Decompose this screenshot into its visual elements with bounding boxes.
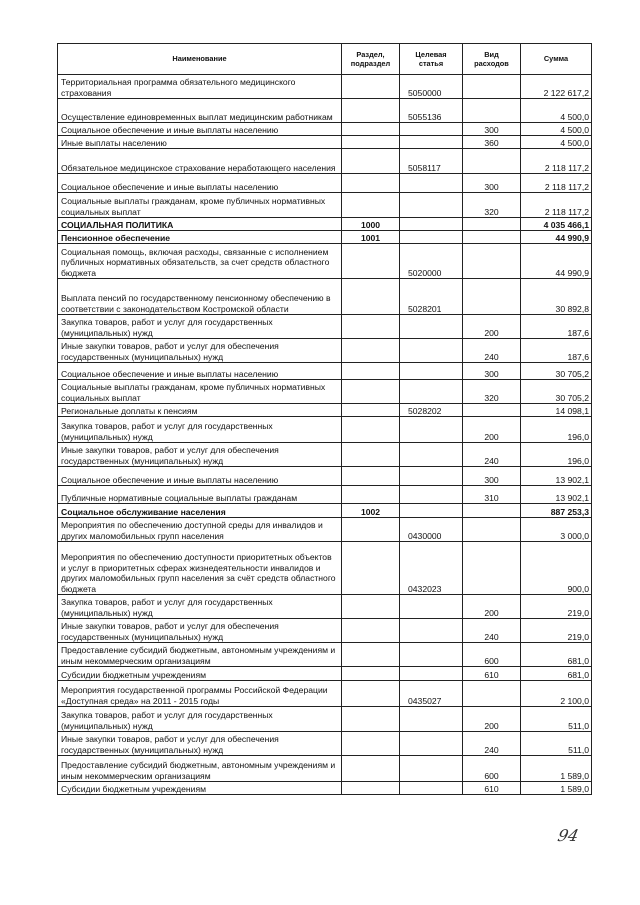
row-name-cell: Закупка товаров, работ и услуг для государственных (муниципальных) нужд: [58, 315, 342, 339]
row-section-cell: [342, 417, 400, 443]
row-sum-cell: 14 098,1: [521, 404, 592, 417]
row-section-cell: [342, 667, 400, 681]
row-target-cell: [400, 667, 463, 681]
row-section-cell: [342, 404, 400, 417]
row-type-cell: 610: [463, 782, 521, 795]
budget-table: [57, 43, 592, 795]
table-row: [58, 99, 592, 123]
row-target-cell: [400, 486, 463, 504]
row-sum-cell: 44 990,9: [521, 231, 592, 244]
row-sum-cell: 3 000,0: [521, 518, 592, 542]
row-section-cell: [342, 486, 400, 504]
row-sum-cell: 30 892,8: [521, 279, 592, 315]
row-name-cell: Социальное обеспечение и иные выплаты населению: [58, 174, 342, 193]
row-target-cell: [400, 417, 463, 443]
row-type-cell: 300: [463, 123, 521, 136]
table-row: [58, 363, 592, 380]
row-type-cell: 200: [463, 315, 521, 339]
row-type-cell: 320: [463, 380, 521, 404]
table-row: [58, 231, 592, 244]
row-section-cell: [342, 193, 400, 218]
row-target-cell: 5055136: [400, 99, 463, 123]
table-row: [58, 174, 592, 193]
row-target-cell: 0432023: [400, 542, 463, 595]
row-type-cell: 310: [463, 486, 521, 504]
row-type-cell: 600: [463, 756, 521, 782]
row-name-cell: Социальные выплаты гражданам, кроме публичных нормативных социальных выплат: [58, 193, 342, 218]
row-section-cell: [342, 136, 400, 149]
table-row: [58, 380, 592, 404]
row-section-cell: [342, 756, 400, 782]
row-section-cell: 1001: [342, 231, 400, 244]
row-name-cell: Иные закупки товаров, работ и услуг для обеспечения государственных (муниципальных) нужд: [58, 619, 342, 643]
table-row: [58, 667, 592, 681]
row-target-cell: 0430000: [400, 518, 463, 542]
table-row: [58, 595, 592, 619]
table-row: [58, 467, 592, 486]
row-name-cell: Обязательное медицинское страхование неработающего населения: [58, 149, 342, 174]
row-section-cell: [342, 782, 400, 795]
row-section-cell: [342, 149, 400, 174]
row-sum-cell: 4 035 466,1: [521, 218, 592, 231]
row-sum-cell: 13 902,1: [521, 486, 592, 504]
row-target-cell: 5028201: [400, 279, 463, 315]
table-body: [58, 75, 592, 795]
row-section-cell: [342, 380, 400, 404]
row-type-cell: 300: [463, 174, 521, 193]
row-target-cell: [400, 782, 463, 795]
table-row: [58, 518, 592, 542]
row-target-cell: [400, 123, 463, 136]
row-type-cell: [463, 681, 521, 707]
row-section-cell: [342, 619, 400, 643]
row-type-cell: 360: [463, 136, 521, 149]
row-name-cell: Социальное обеспечение и иные выплаты населению: [58, 123, 342, 136]
row-type-cell: [463, 218, 521, 231]
row-name-cell: Предоставление субсидий бюджетным, автономным учреждениям и иным некоммерческим организациям: [58, 756, 342, 782]
row-sum-cell: 2 122 617,2: [521, 75, 592, 99]
row-target-cell: [400, 707, 463, 732]
row-name-cell: Предоставление субсидий бюджетным, автономным учреждениям и иным некоммерческим организациям: [58, 643, 342, 667]
row-section-cell: [342, 518, 400, 542]
table-row: [58, 619, 592, 643]
row-target-cell: [400, 619, 463, 643]
table-row: [58, 542, 592, 595]
row-name-cell: Субсидии бюджетным учреждениям: [58, 782, 342, 795]
row-type-cell: 320: [463, 193, 521, 218]
row-section-cell: [342, 443, 400, 467]
table-row: [58, 136, 592, 149]
row-name-cell: Осуществление единовременных выплат медицинским работникам: [58, 99, 342, 123]
row-type-cell: 240: [463, 339, 521, 363]
row-target-cell: 5058117: [400, 149, 463, 174]
table-row: [58, 149, 592, 174]
table-row: [58, 681, 592, 707]
row-sum-cell: 1 589,0: [521, 782, 592, 795]
row-name-cell: Региональные доплаты к пенсиям: [58, 404, 342, 417]
table-row: [58, 404, 592, 417]
row-type-cell: [463, 231, 521, 244]
row-section-cell: [342, 363, 400, 380]
row-section-cell: [342, 467, 400, 486]
row-name-cell: Выплата пенсий по государственному пенсионному обеспечению в соответствии с законодательством Костромской области: [58, 279, 342, 315]
row-type-cell: 600: [463, 643, 521, 667]
row-name-cell: Пенсионное обеспечение: [58, 231, 342, 244]
row-section-cell: [342, 595, 400, 619]
row-type-cell: [463, 244, 521, 279]
row-type-cell: [463, 75, 521, 99]
table-row: [58, 123, 592, 136]
row-sum-cell: 13 902,1: [521, 467, 592, 486]
header-type: Вид расходов: [463, 44, 521, 75]
row-section-cell: [342, 123, 400, 136]
row-section-cell: [342, 681, 400, 707]
table-row: [58, 643, 592, 667]
row-sum-cell: 196,0: [521, 417, 592, 443]
page-number: 94: [555, 826, 581, 845]
row-sum-cell: 4 500,0: [521, 99, 592, 123]
row-type-cell: 300: [463, 363, 521, 380]
table-row: [58, 279, 592, 315]
table-row: [58, 486, 592, 504]
row-name-cell: Территориальная программа обязательного медицинского страхования: [58, 75, 342, 99]
row-sum-cell: 511,0: [521, 707, 592, 732]
row-name-cell: Иные выплаты населению: [58, 136, 342, 149]
row-sum-cell: 187,6: [521, 315, 592, 339]
row-type-cell: [463, 518, 521, 542]
row-name-cell: Иные закупки товаров, работ и услуг для обеспечения государственных (муниципальных) нужд: [58, 732, 342, 756]
row-type-cell: [463, 279, 521, 315]
table-row: [58, 75, 592, 99]
header-name: Наименование: [58, 44, 342, 75]
row-target-cell: [400, 643, 463, 667]
row-target-cell: [400, 315, 463, 339]
row-section-cell: 1002: [342, 504, 400, 518]
row-target-cell: [400, 756, 463, 782]
row-sum-cell: 2 118 117,2: [521, 149, 592, 174]
row-sum-cell: 511,0: [521, 732, 592, 756]
row-section-cell: [342, 99, 400, 123]
row-sum-cell: 196,0: [521, 443, 592, 467]
row-type-cell: 200: [463, 707, 521, 732]
row-target-cell: [400, 467, 463, 486]
row-name-cell: Мероприятия государственной программы Российской Федерации «Доступная среда» на 2011 - 2015 годы: [58, 681, 342, 707]
row-target-cell: [400, 363, 463, 380]
row-name-cell: Закупка товаров, работ и услуг для государственных (муниципальных) нужд: [58, 707, 342, 732]
row-type-cell: [463, 99, 521, 123]
table-row: [58, 315, 592, 339]
row-name-cell: Иные закупки товаров, работ и услуг для обеспечения государственных (муниципальных) нужд: [58, 443, 342, 467]
header-sum: Сумма: [521, 44, 592, 75]
row-target-cell: [400, 231, 463, 244]
row-name-cell: Мероприятия по обеспечению доступности приоритетных объектов и услуг в приоритетных сферах жизнедеятельности инвалидов и других маломобильных групп населения за счёт средств областного бюджета: [58, 542, 342, 595]
row-section-cell: [342, 339, 400, 363]
row-section-cell: [342, 643, 400, 667]
table-row: [58, 339, 592, 363]
row-target-cell: 5050000: [400, 75, 463, 99]
row-section-cell: [342, 542, 400, 595]
row-name-cell: Социальное обеспечение и иные выплаты населению: [58, 467, 342, 486]
table-row: [58, 782, 592, 795]
row-sum-cell: 681,0: [521, 667, 592, 681]
table-header-row: [58, 44, 592, 75]
row-target-cell: [400, 136, 463, 149]
row-section-cell: [342, 279, 400, 315]
table-row: [58, 417, 592, 443]
row-section-cell: [342, 315, 400, 339]
row-type-cell: [463, 149, 521, 174]
row-name-cell: Публичные нормативные социальные выплаты гражданам: [58, 486, 342, 504]
row-target-cell: [400, 218, 463, 231]
row-sum-cell: 44 990,9: [521, 244, 592, 279]
row-name-cell: Иные закупки товаров, работ и услуг для обеспечения государственных (муниципальных) нужд: [58, 339, 342, 363]
row-sum-cell: 4 500,0: [521, 123, 592, 136]
row-section-cell: [342, 75, 400, 99]
row-type-cell: 240: [463, 732, 521, 756]
row-target-cell: 0435027: [400, 681, 463, 707]
table-row: [58, 756, 592, 782]
row-name-cell: СОЦИАЛЬНАЯ ПОЛИТИКА: [58, 218, 342, 231]
table-row: [58, 244, 592, 279]
table-row: [58, 443, 592, 467]
row-name-cell: Субсидии бюджетным учреждениям: [58, 667, 342, 681]
row-name-cell: Мероприятия по обеспечению доступной среды для инвалидов и других маломобильных групп населения: [58, 518, 342, 542]
row-sum-cell: 219,0: [521, 595, 592, 619]
row-sum-cell: 681,0: [521, 643, 592, 667]
row-type-cell: 240: [463, 443, 521, 467]
row-section-cell: [342, 732, 400, 756]
row-sum-cell: 30 705,2: [521, 380, 592, 404]
row-target-cell: [400, 174, 463, 193]
row-sum-cell: 4 500,0: [521, 136, 592, 149]
row-sum-cell: 1 589,0: [521, 756, 592, 782]
row-sum-cell: 2 118 117,2: [521, 193, 592, 218]
row-section-cell: [342, 174, 400, 193]
row-target-cell: 5028202: [400, 404, 463, 417]
row-section-cell: [342, 707, 400, 732]
row-name-cell: Закупка товаров, работ и услуг для государственных (муниципальных) нужд: [58, 417, 342, 443]
row-sum-cell: 30 705,2: [521, 363, 592, 380]
row-target-cell: [400, 732, 463, 756]
row-sum-cell: 900,0: [521, 542, 592, 595]
row-target-cell: [400, 504, 463, 518]
row-sum-cell: 2 100,0: [521, 681, 592, 707]
row-target-cell: [400, 380, 463, 404]
table-row: [58, 193, 592, 218]
row-target-cell: [400, 193, 463, 218]
header-section: Раздел, подраздел: [342, 44, 400, 75]
row-sum-cell: 887 253,3: [521, 504, 592, 518]
row-name-cell: Социальное обслуживание населения: [58, 504, 342, 518]
header-target: Целевая статья: [400, 44, 463, 75]
row-name-cell: Социальная помощь, включая расходы, связанные с исполнением публичных нормативных обязательств, за счет средств областного бюджета: [58, 244, 342, 279]
table-row: [58, 218, 592, 231]
table-row: [58, 504, 592, 518]
row-target-cell: 5020000: [400, 244, 463, 279]
table-row: [58, 732, 592, 756]
row-target-cell: [400, 339, 463, 363]
row-type-cell: 610: [463, 667, 521, 681]
row-target-cell: [400, 595, 463, 619]
row-sum-cell: 187,6: [521, 339, 592, 363]
row-type-cell: [463, 504, 521, 518]
table-row: [58, 707, 592, 732]
row-sum-cell: 2 118 117,2: [521, 174, 592, 193]
row-type-cell: [463, 404, 521, 417]
row-section-cell: 1000: [342, 218, 400, 231]
row-type-cell: 200: [463, 417, 521, 443]
row-name-cell: Социальное обеспечение и иные выплаты населению: [58, 363, 342, 380]
row-type-cell: 200: [463, 595, 521, 619]
row-type-cell: 240: [463, 619, 521, 643]
row-name-cell: Закупка товаров, работ и услуг для государственных (муниципальных) нужд: [58, 595, 342, 619]
row-type-cell: [463, 542, 521, 595]
row-type-cell: 300: [463, 467, 521, 486]
row-target-cell: [400, 443, 463, 467]
row-name-cell: Социальные выплаты гражданам, кроме публичных нормативных социальных выплат: [58, 380, 342, 404]
row-sum-cell: 219,0: [521, 619, 592, 643]
row-section-cell: [342, 244, 400, 279]
